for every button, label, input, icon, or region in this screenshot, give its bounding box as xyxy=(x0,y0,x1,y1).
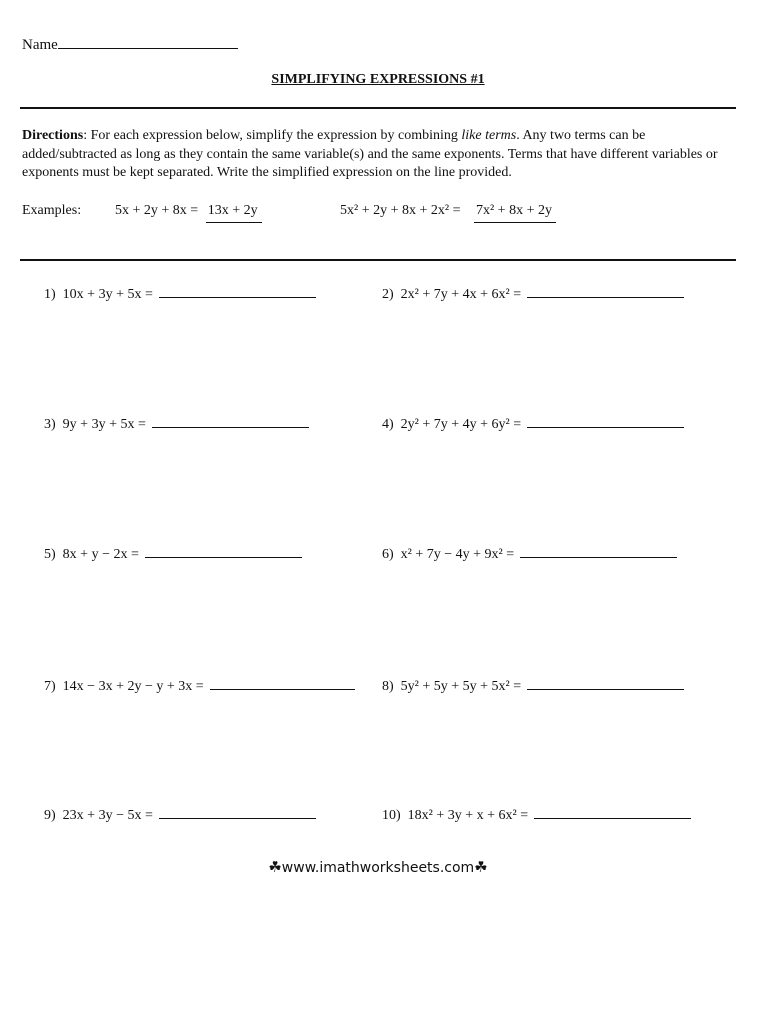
problem-expression: 14x − 3x + 2y − y + 3x = xyxy=(62,679,204,694)
problem-number: 6) xyxy=(382,547,394,562)
example-2 xyxy=(340,203,556,223)
example-1 xyxy=(115,203,262,223)
answer-line[interactable] xyxy=(152,415,309,428)
problem-number: 8) xyxy=(382,679,394,694)
example-2-answer: 7x² + 8x + 2y xyxy=(474,203,556,223)
answer-line[interactable] xyxy=(534,806,691,819)
answer-line[interactable] xyxy=(527,285,684,298)
answer-line[interactable] xyxy=(520,545,677,558)
problem-6 xyxy=(382,545,677,563)
problem-number: 9) xyxy=(44,808,56,823)
name-label: Name xyxy=(22,37,58,53)
problem-number: 10) xyxy=(382,808,401,823)
problem-9 xyxy=(44,806,316,824)
answer-line[interactable] xyxy=(159,806,316,819)
problem-number: 2) xyxy=(382,287,394,302)
problem-number: 7) xyxy=(44,679,56,694)
answer-line[interactable] xyxy=(527,677,684,690)
problem-3 xyxy=(44,415,309,433)
problem-expression: 8x + y − 2x = xyxy=(62,547,139,562)
examples-label: Examples: xyxy=(22,203,82,218)
problem-expression: 5y² + 5y + 5y + 5x² = xyxy=(400,679,522,694)
problem-number: 3) xyxy=(44,417,56,432)
problem-2 xyxy=(382,285,684,303)
section-divider xyxy=(20,259,736,261)
answer-line[interactable] xyxy=(159,285,316,298)
problem-expression: 2x² + 7y + 4x + 6x² = xyxy=(400,287,522,302)
directions-label: Directions xyxy=(22,128,84,143)
example-1-answer: 13x + 2y xyxy=(206,203,262,223)
clover-icon: ☘ xyxy=(474,858,488,876)
problem-8 xyxy=(382,677,684,695)
clover-icon: ☘ xyxy=(268,858,282,876)
answer-line[interactable] xyxy=(145,545,302,558)
problem-7 xyxy=(44,677,355,695)
problem-4 xyxy=(382,415,684,433)
problem-expression: 10x + 3y + 5x = xyxy=(62,287,153,302)
worksheet-title: SIMPLIFYING EXPRESSIONS #1 xyxy=(271,72,485,87)
example-1-expression: 5x + 2y + 8x = xyxy=(115,203,199,218)
directions-italic: like terms xyxy=(461,128,517,143)
footer-url: www.imathworksheets.com xyxy=(281,860,475,876)
problem-expression: 23x + 3y − 5x = xyxy=(62,808,153,823)
answer-line[interactable] xyxy=(527,415,684,428)
name-blank-line[interactable] xyxy=(58,35,238,49)
problem-1 xyxy=(44,285,316,303)
footer-watermark xyxy=(0,858,756,876)
answer-line[interactable] xyxy=(210,677,355,690)
directions-text-1: : For each expression below, simplify the expression by combining xyxy=(83,128,462,143)
problem-expression: 9y + 3y + 5x = xyxy=(62,417,146,432)
problem-expression: 2y² + 7y + 4y + 6y² = xyxy=(400,417,522,432)
problem-number: 1) xyxy=(44,287,56,302)
name-field xyxy=(22,35,238,54)
example-2-expression: 5x² + 2y + 8x + 2x² = xyxy=(340,203,461,218)
problem-5 xyxy=(44,545,302,563)
problem-expression: x² + 7y − 4y + 9x² = xyxy=(400,547,515,562)
directions-text-2: . Any two terms can be added/subtracted as long as they contain the same variable(s) and the same exponents. Terms that have different variables or exponents must be kept separated. Write the simplified expression on the line provided. xyxy=(22,128,718,180)
problem-10 xyxy=(382,806,691,824)
top-divider xyxy=(20,107,736,109)
problem-expression: 18x² + 3y + x + 6x² = xyxy=(407,808,529,823)
problem-number: 5) xyxy=(44,547,56,562)
problem-number: 4) xyxy=(382,417,394,432)
directions-paragraph xyxy=(22,127,722,183)
